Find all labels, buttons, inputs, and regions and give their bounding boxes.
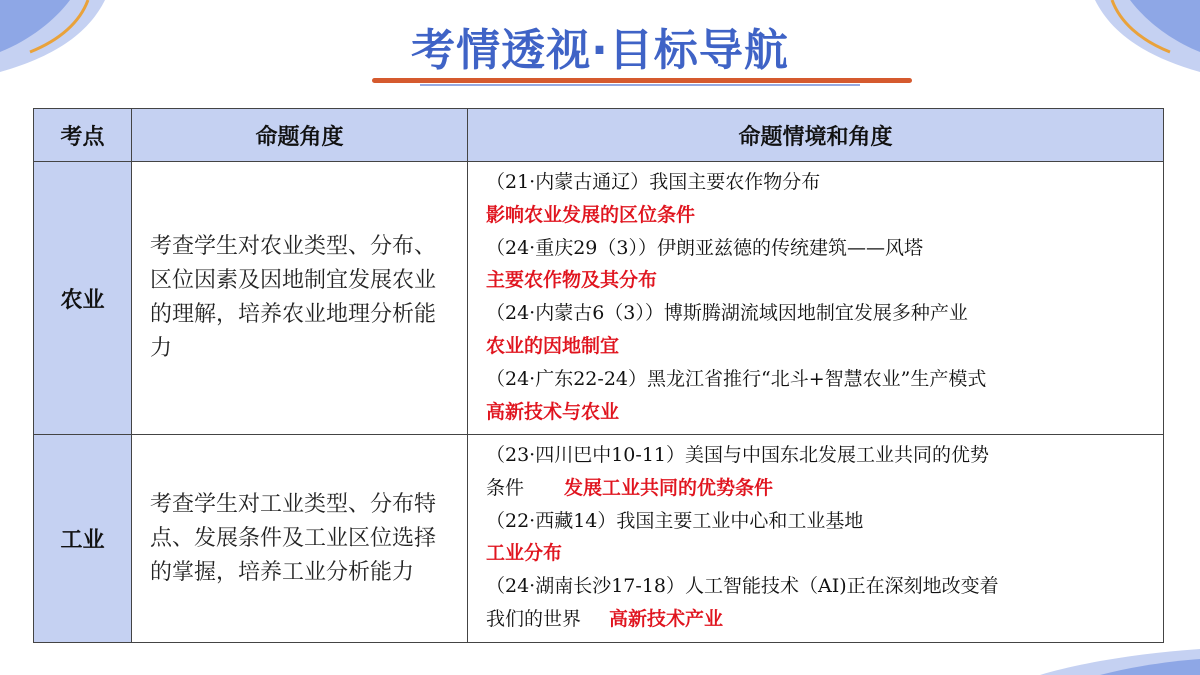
page-title: 考情透视·目标导航 [411, 25, 789, 76]
context-focus: 高新技术与农业 [486, 400, 620, 423]
context-source: （24·湖南长沙17-18）人工智能技术（AI)正在深刻地改变着 [486, 575, 999, 598]
context-source: （21·内蒙古通辽）我国主要农作物分布 [486, 171, 821, 193]
context-focus: 影响农业发展的区位条件 [486, 203, 696, 226]
header-mingti-qingjing: 命题情境和角度 [468, 109, 1164, 162]
context-focus: 农业的因地制宜 [486, 334, 620, 357]
angle-agriculture: 考查学生对农业类型、分布、区位因素及因地制宜发展农业的理解，培养农业地理分析能力 [132, 162, 468, 435]
title-underline [372, 78, 912, 83]
table-row-industry [34, 435, 1164, 643]
exam-analysis-table [33, 108, 1164, 643]
header-kaodian: 考点 [34, 109, 132, 162]
context-focus: 发展工业共同的优势条件 [564, 476, 774, 499]
context-source: 条件 [486, 476, 525, 499]
context-focus: 工业分布 [486, 542, 563, 565]
table-row-agriculture [34, 162, 1164, 435]
topic-industry: 工业 [34, 435, 132, 643]
context-source: （23·四川巴中10-11）美国与中国东北发展工业共同的优势 [486, 444, 989, 466]
context-source: （24·内蒙古6（3））博斯腾湖流域因地制宜发展多种产业 [486, 302, 968, 325]
topic-agriculture: 农业 [34, 162, 132, 435]
header-mingti-jiaodu: 命题角度 [132, 109, 468, 162]
context-source: （24·广东22-24）黑龙江省推行“北斗+智慧农业”生产模式 [486, 367, 987, 390]
table-header-row [34, 109, 1164, 162]
context-agriculture [468, 162, 1164, 435]
context-source: 我们的世界 [486, 607, 582, 630]
context-source-continued [486, 472, 1151, 505]
bottom-right-corner-decoration [1040, 645, 1200, 675]
context-source: （24·重庆29（3））伊朗亚兹德的传统建筑——风塔 [486, 236, 923, 259]
context-focus: 高新技术产业 [609, 607, 724, 630]
context-source-continued [486, 603, 1151, 636]
title-underline-secondary [420, 84, 860, 86]
context-industry [468, 435, 1164, 643]
context-focus: 主要农作物及其分布 [486, 269, 658, 292]
context-source: （22·西藏14）我国主要工业中心和工业基地 [486, 509, 864, 532]
angle-industry: 考查学生对工业类型、分布特点、发展条件及工业区位选择的掌握，培养工业分析能力 [132, 435, 468, 643]
